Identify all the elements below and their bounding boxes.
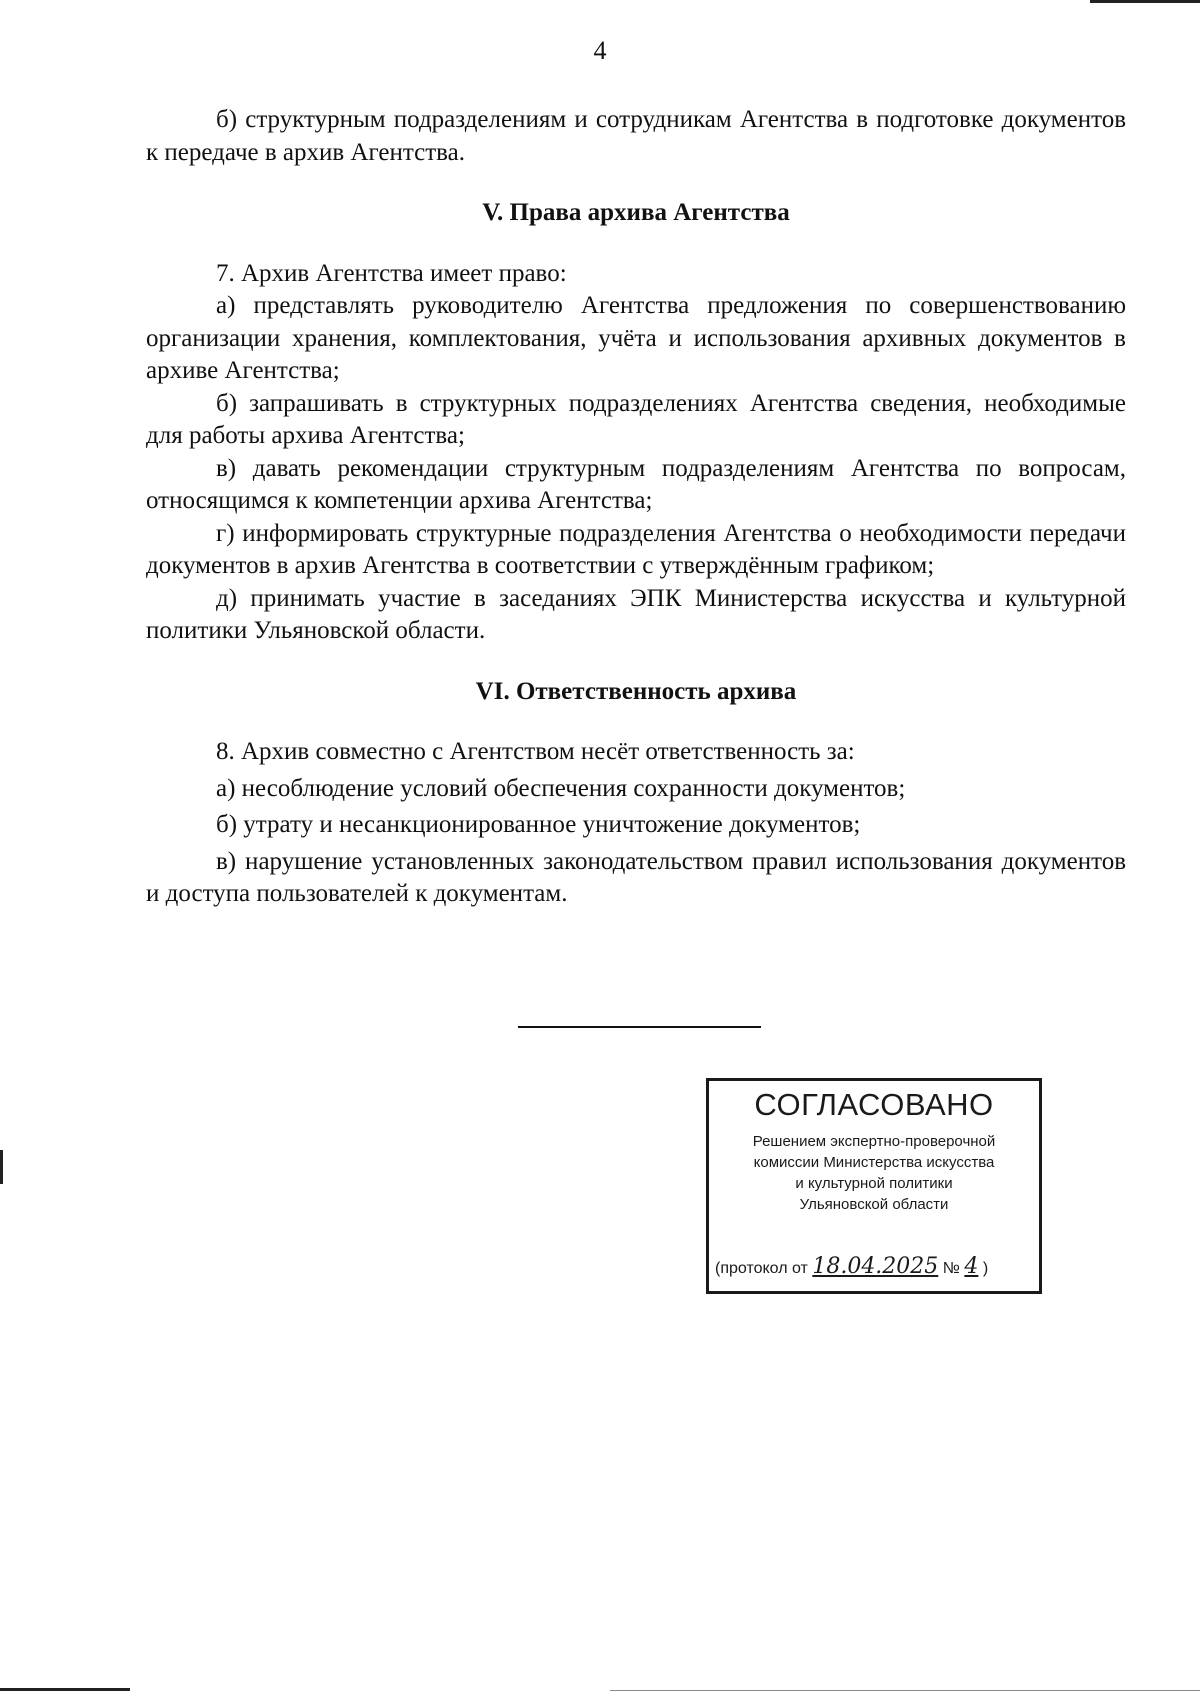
- end-separator-line: [518, 1026, 761, 1028]
- section-6-item-a: а) несоблюдение условий обеспечения сохранности документов;: [216, 774, 906, 802]
- protocol-date: 18.04.2025: [812, 1254, 939, 1279]
- section-5-item-a: а) представлять руководителю Агентства предложения по совершенствованию организации хранения, комплектования, учёта и использования архивных документов в архиве Агентства;: [146, 292, 1126, 384]
- protocol-number: 4: [964, 1254, 979, 1279]
- stamp-protocol: [715, 1254, 1035, 1279]
- page-number: 4: [593, 36, 607, 65]
- intro-paragraph: б) структурным подразделениям и сотрудникам Агентства в подготовке документов к передаче в архив Агентства.: [146, 106, 1126, 166]
- section-5-lead: 7. Архив Агентства имеет право:: [216, 259, 567, 287]
- protocol-prefix: (протокол от: [715, 1260, 808, 1277]
- approval-stamp: [706, 1078, 1042, 1294]
- stamp-line: комиссии Министерства искусства: [753, 1154, 995, 1171]
- section-5-item-d: д) принимать участие в заседаниях ЭПК Министерства искусства и культурной политики Ульяновской области.: [146, 584, 1126, 644]
- section-5-item-g: г) информировать структурные подразделения Агентства о необходимости передачи документов в архив Агентства в соответствии с утверждённым графиком;: [146, 519, 1126, 579]
- section-5-heading: V. Права архива Агентства: [482, 199, 790, 226]
- protocol-suffix: ): [982, 1260, 989, 1277]
- stamp-title: СОГЛАСОВАНО: [754, 1087, 994, 1122]
- stamp-line: и культурной политики: [795, 1175, 953, 1192]
- section-5-item-v: в) давать рекомендации структурным подразделениям Агентства по вопросам, относящимся к компетенции архива Агентства;: [146, 454, 1126, 514]
- section-6-item-b: б) утрату и несанкционированное уничтожение документов;: [216, 811, 861, 838]
- section-6-lead: 8. Архив совместно с Агентством несёт ответственность за:: [216, 738, 855, 765]
- stamp-line: Решением экспертно-проверочной: [752, 1133, 996, 1150]
- section-5-item-b: б) запрашивать в структурных подразделениях Агентства сведения, необходимые для работы архива Агентства;: [146, 389, 1126, 449]
- scan-edge-mark-left: [0, 1150, 3, 1184]
- protocol-number-label: №: [942, 1260, 960, 1277]
- section-6-item-v: в) нарушение установленных законодательством правил использования документов и доступа пользователей к документам.: [146, 847, 1126, 907]
- section-6-heading: VI. Ответственность архива: [475, 677, 797, 705]
- document-body: [146, 104, 1126, 911]
- scan-edge-mark-top: [1090, 0, 1200, 3]
- stamp-line: Ульяновской области: [799, 1196, 949, 1213]
- scan-edge-mark-bottom-line: [610, 1690, 1200, 1691]
- scan-edge-mark-bottom: [0, 1688, 130, 1691]
- stamp-text: [709, 1131, 1039, 1215]
